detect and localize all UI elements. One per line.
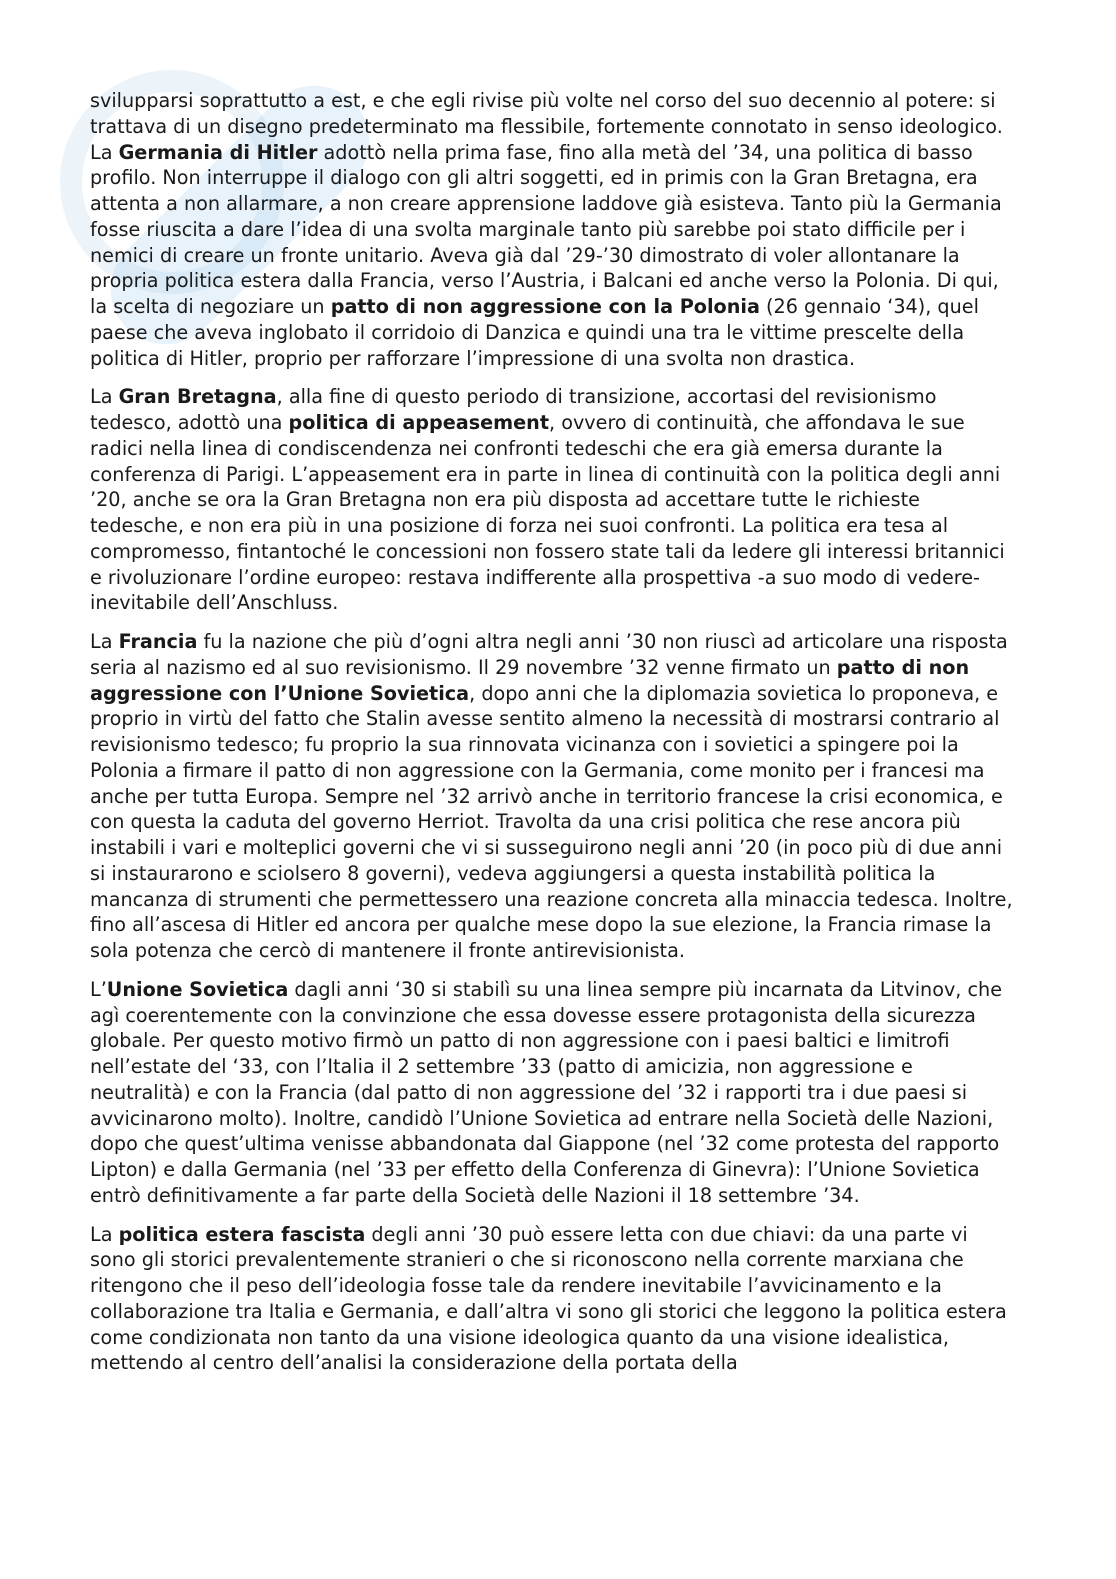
text-run: La: [90, 630, 119, 653]
bold-term: patto di non aggressione con l’Unione Sovietica: [90, 655, 970, 705]
text-run: , ovvero di continuità, che affondava le sue radici nella linea di condiscendenza nei confronti tedeschi che era già emersa durante la conferenza di Parigi. L’appeasement era in parte in linea di continuità con la politica degli anni ’20, anche se ora la Gran Bretagna non era più disposta ad accettare tutte le richieste tedesche, e non era più in una posizione di forza nei suoi confronti. La politica era tesa al compromesso, fintantoché le concessioni non fossero state tali da ledere gli interessi britannici e rivoluzionare l’ordine europeo: restava indifferente alla prospettiva -a suo modo di vedere- inevitabile dell’Anschluss.: [90, 411, 1005, 615]
text-run: L’: [90, 977, 107, 1001]
bold-term: Unione Sovietica: [106, 977, 289, 1001]
text-run: svilupparsi soprattutto a est, e che egli rivise più volte nel corso del suo decennio al potere: si trattava di un disegno predeterminato ma flessibile, fortemente connotato in senso ideologico. La: [90, 89, 1003, 164]
text-run: , dopo anni che la diplomazia sovietica lo proponeva, e proprio in virtù del fatto che Stalin avesse sentito almeno la necessità di mostrarsi contrario al revisionismo tedesco; fu proprio la sua rinnovata vicinanza con i sovietici a spingere poi la Polonia a firmare il patto di non aggressione con la Germania, come monito per i francesi ma anche per tutta Europa. Sempre nel ’32 arrivò anche in territorio francese la crisi economica, e con questa la caduta del governo Herriot. Travolta da una crisi politica che rese ancora più instabili i vari e molteplici governi che vi si susseguirono negli anni ’20 (in poco più di due anni si instaurarono e sciolsero 8 governi), vedeva aggiungersi a questa instabilità politica la mancanza di strumenti che permettessero una reazione concreta alla minaccia tedesca. Inoltre, fino all’ascesa di Hitler ed ancora per qualche mese dopo la sue elezione, la Francia rimase la sola potenza che cercò di mantenere il fronte antirevisionista.: [90, 681, 1013, 962]
paragraph-gran-bretagna: [90, 384, 1018, 616]
bold-term: Gran Bretagna: [118, 385, 277, 409]
bold-term: politica estera fascista: [118, 1222, 366, 1246]
text-run: La: [90, 385, 119, 409]
text-run: dagli anni ‘30 si stabilì su una linea sempre più incarnata da Litvinov, che agì coerentemente con la convinzione che essa dovesse essere protagonista della sicurezza globale. Per questo motivo firmò un patto di non aggressione con i paesi baltici e limitrofi nell’estate del ‘33, con l’Italia il 2 settembre ’33 (patto di amicizia, non aggressione e neutralità) e con la Francia (dal patto di non aggressione del ’32 i rapporti tra i due paesi si avvicinarono molto). Inoltre, candidò l’Unione Sovietica ad entrare nella Società delle Nazioni, dopo che quest’ultima venisse abbandonata dal Giappone (nel ’32 come protesta del rapporto Lipton) e dalla Germania (nel ’33 per effetto della Conferenza di Ginevra): l’Unione Sovietica entrò definitivamente a far parte della Società delle Nazioni il 18 settembre ’34.: [90, 977, 1003, 1207]
text-run: (26 gennaio ‘34), quel paese che aveva inglobato il corridoio di Danzica e quindi una tra le vittime prescelte della politica di Hitler, proprio per rafforzare l’impressione di una svolta non drastica.: [90, 295, 979, 370]
bold-term: Francia: [118, 630, 198, 653]
paragraph-unione-sovietica: [90, 977, 1018, 1209]
paragraph-politica-fascista: [90, 1222, 1018, 1377]
document-body: [90, 88, 1018, 1389]
bold-term: politica di appeasement: [288, 411, 550, 434]
bold-term: Germania di Hitler: [118, 140, 318, 164]
text-run: , alla fine di questo periodo di transizione, accortasi del revisionismo tedesco, adottò una: [90, 385, 937, 434]
text-run: degli anni ’30 può essere letta con due chiavi: da una parte vi sono gli storici prevalentemente stranieri o che si riconoscono nella corrente marxiana che ritengono che il peso dell’ideologia fosse tale da rendere inevitabile l’avvicinamento e la collaborazione tra Italia e Germania, e dall’altra vi sono gli storici che leggono la politica estera come condizionata non tanto da una visione ideologica quanto da una visione idealistica, mettendo al centro dell’analisi la considerazione della portata della: [90, 1222, 1007, 1375]
bold-term: patto di non aggressione con la Polonia: [330, 295, 760, 318]
paragraph-francia: [90, 629, 1018, 964]
paragraph-germania: [90, 88, 1018, 371]
text-run: adottò nella prima fase, fino alla metà del ’34, una politica di basso profilo. Non interruppe il dialogo con gli altri soggetti, ed in primis con la Gran Bretagna, era attenta a non allarmare, a non creare apprensione laddove già esisteva. Tanto più la Germania fosse riuscita a dare l’idea di una svolta marginale tanto più sarebbe poi stato difficile per i nemici di creare un fronte unitario. Aveva già dal ’29-’30 dimostrato di voler allontanare la propria politica estera dalla Francia, verso l’Austria, i Balcani ed anche verso la Polonia. Di qui, la scelta di negoziare un: [90, 140, 1002, 318]
text-run: La: [90, 1222, 119, 1246]
text-run: fu la nazione che più d’ogni altra negli anni ’30 non riuscì ad articolare una risposta seria al nazismo ed al suo revisionismo. Il 29 novembre ’32 venne firmato un: [90, 630, 1008, 679]
